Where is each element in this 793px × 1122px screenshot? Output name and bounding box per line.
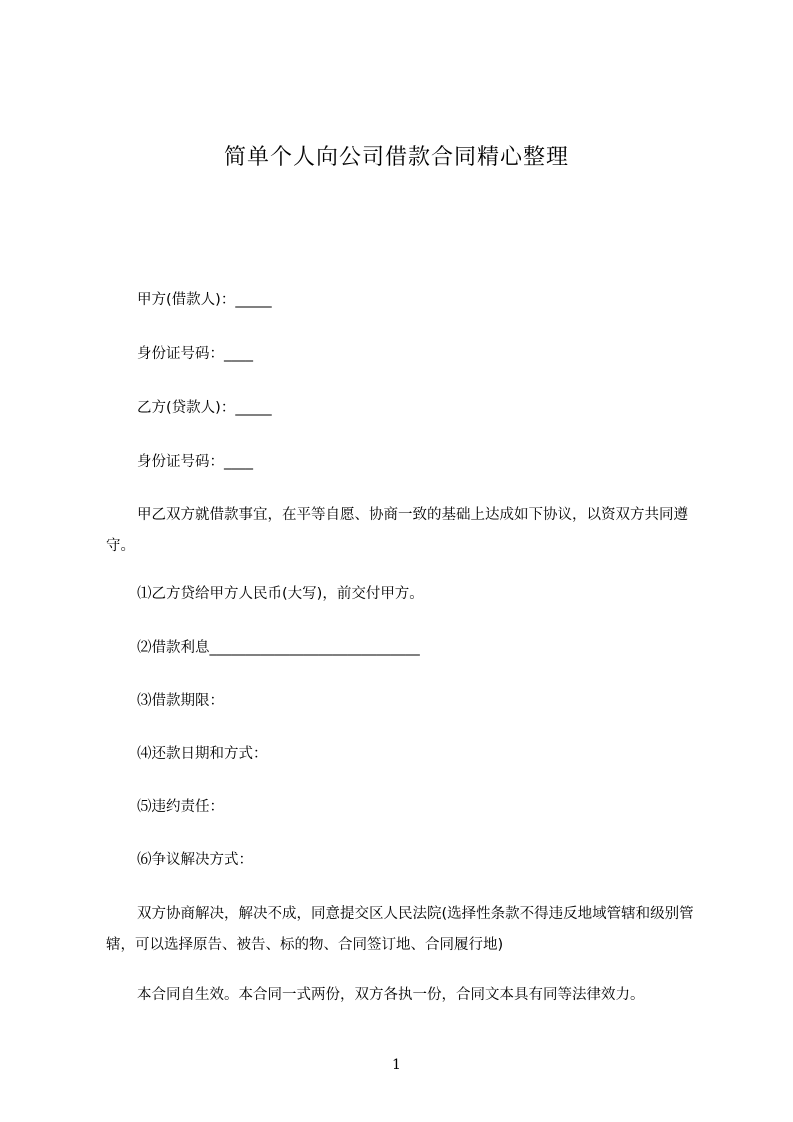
- clause-liability: ⑸违约责任：: [137, 799, 224, 815]
- clause-loan-amount: ⑴乙方贷给甲方人民币(大写)，前交付甲方。: [137, 586, 424, 602]
- party-a-id-line: 身份证号码：____: [137, 346, 253, 362]
- dispute-paragraph: 双方协商解决，解决不成，同意提交区人民法院(选择性条款不得违反地域管辖和级别管辖，可以选择原告、被告、标的物、合同签订地、合同履行地): [106, 906, 694, 953]
- clause-interest: ⑵借款利息_____________________________: [137, 640, 420, 656]
- party-a-line: 甲方(借款人)：_____: [137, 292, 272, 308]
- party-b-line: 乙方(贷款人)：_____: [137, 400, 272, 416]
- document-title: 简单个人向公司借款合同精心整理: [223, 145, 569, 170]
- clause-repayment: ⑷还款日期和方式：: [137, 746, 268, 762]
- page-number: 1: [392, 1057, 401, 1073]
- clause-dispute: ⑹争议解决方式：: [137, 852, 253, 868]
- party-b-id-line: 身份证号码：____: [137, 454, 253, 470]
- effect-line: 本合同自生效。本合同一式两份，双方各执一份，合同文本具有同等法律效力。: [137, 987, 645, 1003]
- clause-term: ⑶借款期限：: [137, 693, 224, 709]
- intro-paragraph: 甲乙双方就借款事宜，在平等自愿、协商一致的基础上达成如下协议，以资双方共同遵守。: [106, 507, 688, 554]
